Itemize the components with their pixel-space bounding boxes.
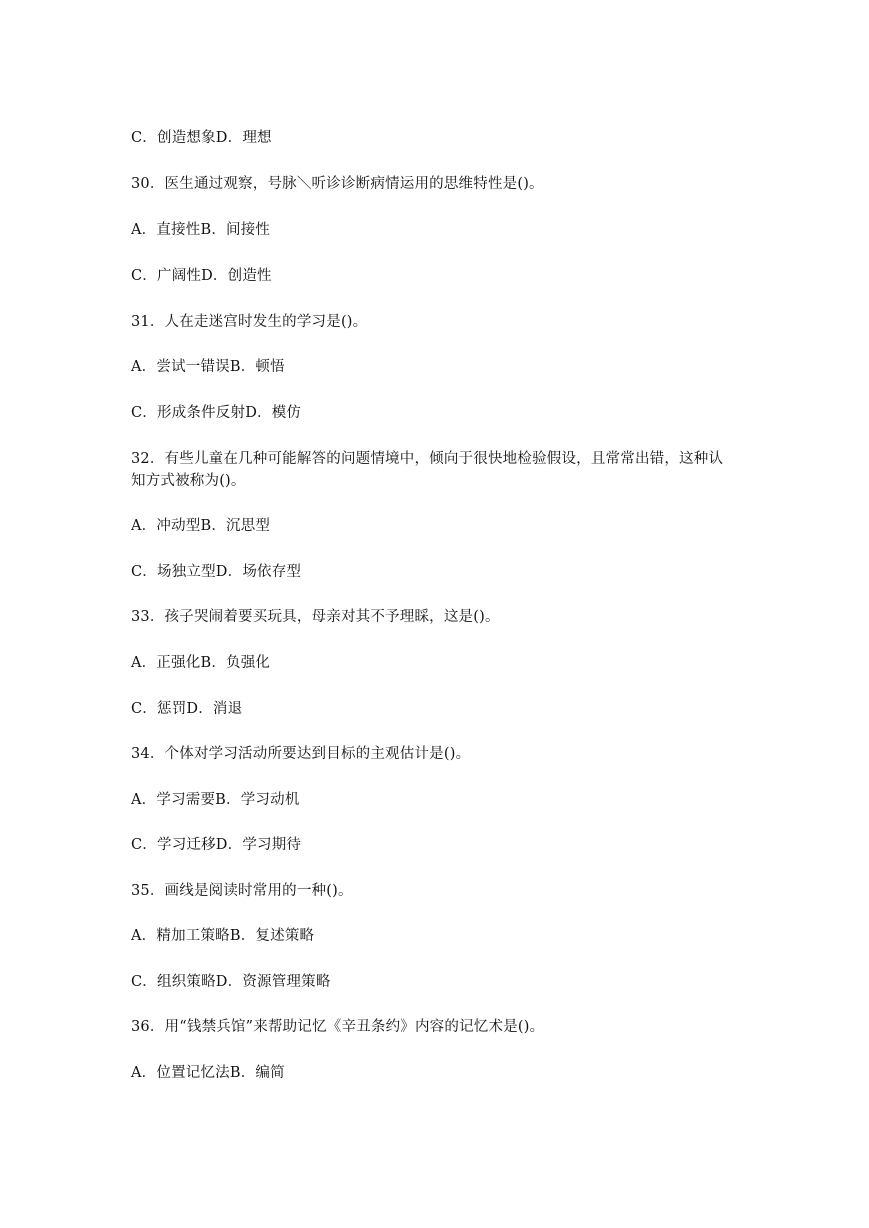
option-line: C．创造想象D．理想 (131, 130, 272, 146)
question-34: 34．个体对学习活动所要达到目标的主观估计是()。 (131, 746, 471, 762)
option-line: A．精加工策略B．复述策略 (131, 928, 315, 944)
option-line: A．冲动型B．沉思型 (131, 518, 271, 534)
question-35: 35．画线是阅读时常用的一种()。 (131, 883, 353, 899)
option-line: C．形成条件反射D．模仿 (131, 405, 302, 421)
question-30: 30．医生通过观察，号脉＼听诊诊断病情运用的思维特性是()。 (131, 176, 544, 192)
question-32-line-2: 知方式被称为()。 (131, 473, 246, 489)
option-line: A．直接性B．间接性 (131, 222, 271, 238)
option-line: C．学习迁移D．学习期待 (131, 837, 302, 853)
option-line: A．尝试一错误B．顿悟 (131, 359, 285, 375)
question-36: 36．用“钱禁兵馆”来帮助记忆《辛丑条约》内容的记忆术是()。 (131, 1019, 545, 1035)
question-32-line-1: 32．有些儿童在几种可能解答的问题情境中，倾向于很快地检验假设，且常常出错，这种认 (131, 451, 724, 467)
option-line: C．场独立型D．场依存型 (131, 564, 302, 580)
option-line: C．组织策略D．资源管理策略 (131, 974, 331, 990)
option-line: A．位置记忆法B．编简 (131, 1065, 285, 1081)
option-line: C．惩罚D．消退 (131, 701, 243, 717)
option-line: A．学习需要B．学习动机 (131, 792, 300, 808)
question-31: 31．人在走迷宫时发生的学习是()。 (131, 314, 368, 330)
option-line: A．正强化B．负强化 (131, 655, 271, 671)
question-33: 33．孩子哭闹着要买玩具，母亲对其不予理睬，这是()。 (131, 609, 500, 625)
option-line: C．广阔性D．创造性 (131, 268, 272, 284)
